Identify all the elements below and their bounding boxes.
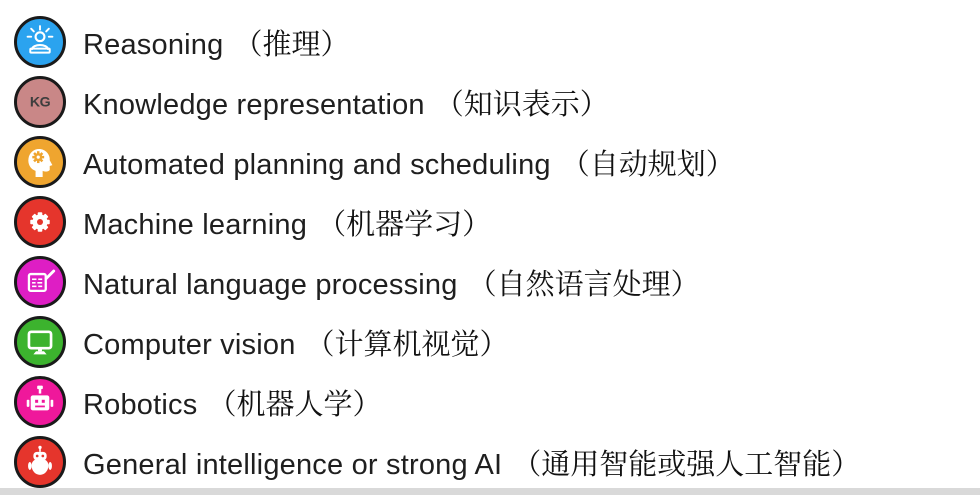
ai-topics-list [14, 12, 980, 492]
list-item-automated-planning-and-scheduling [14, 132, 980, 192]
list-item-label-en: Natural language processing [83, 268, 458, 301]
document-pen-icon [14, 256, 66, 308]
list-item-label [83, 262, 700, 303]
list-item-label-zh: （通用智能或强人工智能） [512, 446, 861, 481]
round-robot-icon [14, 436, 66, 488]
list-item-computer-vision [14, 312, 980, 372]
bottom-edge-bar [0, 488, 980, 495]
list-item-label [83, 22, 349, 63]
list-item-natural-language-processing [14, 252, 980, 312]
list-item-label-en: Knowledge representation [83, 88, 425, 121]
list-item-label-en: Machine learning [83, 208, 308, 241]
list-item-label-en: Robotics [83, 388, 198, 421]
list-item-label-zh: （自动规划） [560, 146, 735, 181]
list-item-label-zh: （知识表示） [434, 86, 609, 121]
list-item-general-intelligence [14, 432, 980, 492]
gear-icon [14, 196, 66, 248]
list-item-label-zh: （机器人学） [207, 386, 382, 421]
person-idea-icon [14, 16, 66, 68]
list-item-label [83, 82, 609, 123]
list-item-label-zh: （机器学习） [317, 206, 492, 241]
head-gear-icon [14, 136, 66, 188]
kg-badge-icon [14, 76, 66, 128]
list-item-label [83, 382, 381, 423]
list-item-reasoning [14, 12, 980, 72]
list-item-robotics [14, 372, 980, 432]
list-item-label-en: Automated planning and scheduling [83, 148, 551, 181]
list-item-label [83, 142, 735, 183]
list-item-label-zh: （推理） [233, 26, 350, 61]
list-item-label [83, 322, 509, 363]
list-item-label [83, 202, 491, 243]
list-item-machine-learning [14, 192, 980, 252]
svg-text:KG: KG [29, 93, 51, 110]
list-item-label-en: Reasoning [83, 28, 224, 61]
list-item-label-en: General intelligence or strong AI [83, 448, 503, 481]
monitor-icon [14, 316, 66, 368]
list-item-label-en: Computer vision [83, 328, 296, 361]
list-item-label [83, 442, 860, 483]
robot-head-icon [14, 376, 66, 428]
list-item-knowledge-representation [14, 72, 980, 132]
list-item-label-zh: （自然语言处理） [467, 266, 700, 301]
list-item-label-zh: （计算机视觉） [305, 326, 509, 361]
